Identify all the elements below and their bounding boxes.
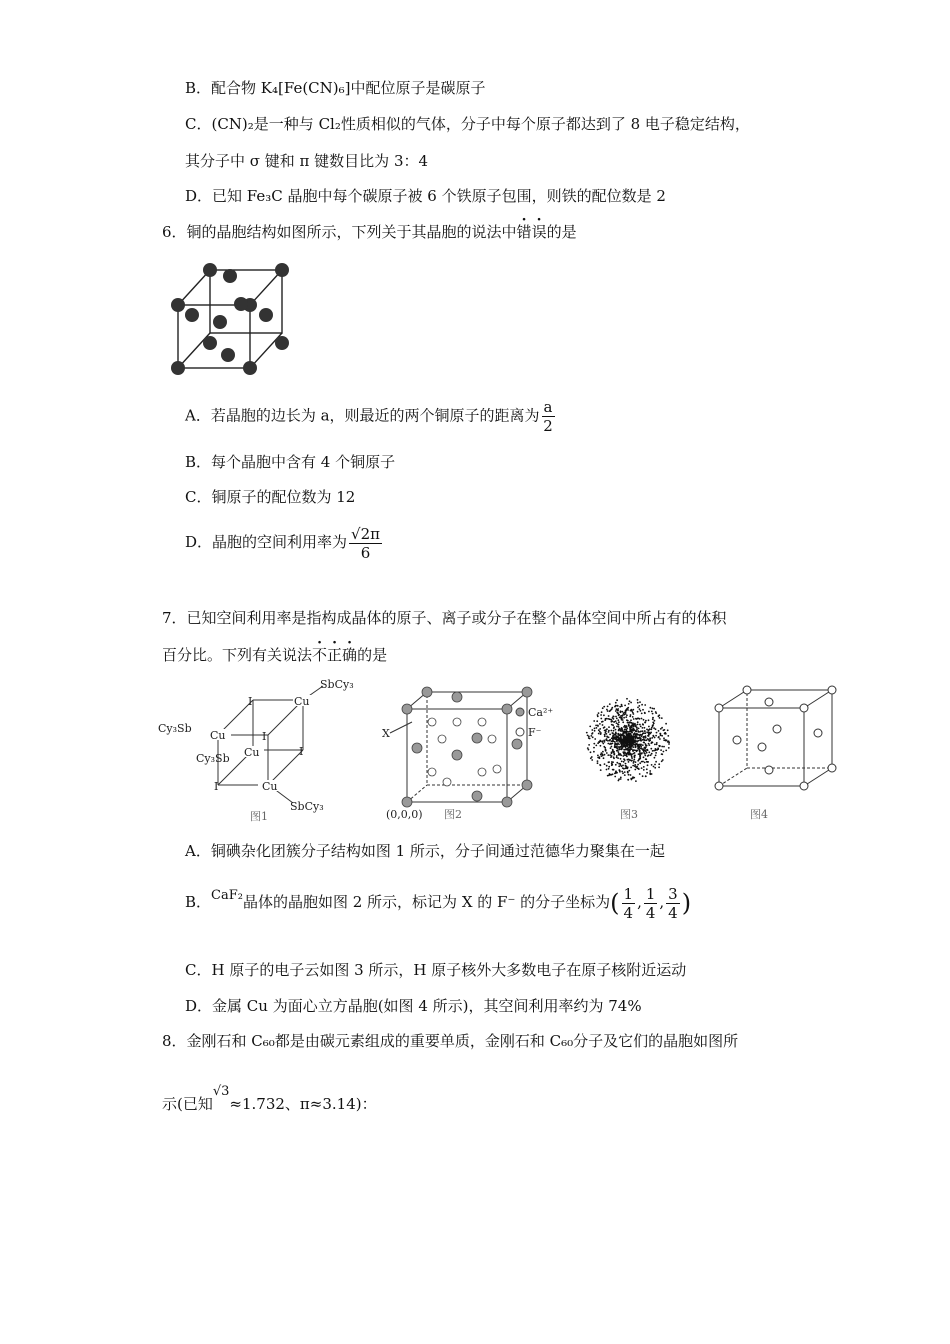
q5-option-b: B．配合物 K₄[Fe(CN)₆]中配位原子是碳原子 — [185, 79, 486, 97]
fig3-caption: 图3 — [620, 808, 638, 821]
fig2-caption: 图2 — [444, 808, 462, 821]
q7-option-b: B．CaF₂晶体的晶胞如图 2 所示，标记为 X 的 F⁻ 的分子坐标为( $\frac{1}{4}$ , $\frac{1}{4}$ , $\frac{3}{4}$ ) — [185, 884, 692, 922]
fig1-label-cy3sb-left: Cy₃Sb — [158, 722, 192, 735]
fraction-a-over-2: $\frac{a}{2}$ — [543, 398, 553, 435]
fig1-label-sbcy3-bottom: SbCy₃ — [290, 800, 324, 813]
fig1-label-i-3: I — [299, 745, 304, 758]
fig1-caption: 图1 — [250, 810, 268, 823]
fig1-label-i-1: I — [248, 695, 253, 708]
fig4-caption: 图4 — [750, 808, 768, 821]
fig1-label-cy3sb-mid: Cy₃Sb — [196, 752, 230, 765]
q8-stem-line2: 示(已知√3≈1.732、π≈3.14)： — [162, 1084, 377, 1113]
q7-option-a: A．铜碘杂化团簇分子结构如图 1 所示，分子间通过范德华力聚集在一起 — [185, 842, 665, 860]
q5-option-c-line2: 其分子中 σ 键和 π 键数目比为 3：4 — [185, 152, 429, 170]
q7-option-d: D．金属 Cu 为面心立方晶胞(如图 4 所示)，其空间利用率约为 74% — [185, 997, 642, 1015]
q7-figure3-electron-cloud — [580, 688, 680, 824]
q5-option-c-line1: C．(CN)₂是一种与 Cl₂性质相似的气体，分子中每个原子都达到了 8 电子稳定结构， — [185, 115, 750, 133]
caf2-formula: CaF₂ — [211, 888, 243, 903]
fig1-label-sbcy3-top: SbCy₃ — [320, 678, 354, 691]
q7-figure4-fcc-cell — [712, 684, 832, 824]
fig1-label-cu-1: Cu — [294, 695, 310, 708]
q6-fcc-unit-cell-figure — [160, 258, 300, 378]
fig2-label-origin: (0,0,0) — [386, 808, 423, 821]
fig1-label-cu-4: Cu — [262, 780, 278, 793]
fraction-sqrt2pi-over-6: $\frac{√2\pi}{6}$ — [351, 524, 380, 562]
fig2-label-x: X — [382, 727, 390, 740]
fig2-legend-ca: Ca²⁺ — [528, 706, 554, 719]
fig1-label-cu-3: Cu — [244, 746, 260, 759]
q7-stem-line2: 百分比。下列有关说法不正确的是 — [162, 646, 388, 664]
q6-option-b: B．每个晶胞中含有 4 个铜原子 — [185, 453, 396, 471]
q6-option-d: D．晶胞的空间利用率为 $\frac{√2\pi}{6}$ — [185, 524, 380, 562]
q7-stem-line1: 7．已知空间利用率是指构成晶体的原子、离子或分子在整个晶体空间中所占有的体积 — [162, 609, 727, 627]
fig1-label-i-2: I — [262, 730, 267, 743]
sqrt3: √3 — [212, 1084, 230, 1099]
q6-option-a: A．若晶胞的边长为 a，则最近的两个铜原子的距离为 $\frac{a}{2}$ — [185, 398, 553, 435]
q6-stem: 6．铜的晶胞结构如图所示，下列关于其晶胞的说法中错误的是 — [162, 223, 577, 241]
q5-option-d: D．已知 Fe₃C 晶胞中每个碳原子被 6 个铁原子包围，则铁的配位数是 2 — [185, 187, 666, 205]
q7-figure1-cluster — [158, 678, 368, 823]
fig2-legend-f: F⁻ — [528, 726, 542, 739]
q7-figure2-caf2-cell — [382, 684, 562, 824]
fig1-label-i-4: I — [214, 780, 219, 793]
fig1-label-cu-2: Cu — [210, 729, 226, 742]
q7-option-c: C．H 原子的电子云如图 3 所示，H 原子核外大多数电子在原子核附近运动 — [185, 961, 687, 979]
q8-stem-line1: 8．金刚石和 C₆₀都是由碳元素组成的重要单质，金刚石和 C₆₀分子及它们的晶胞如图所 — [162, 1032, 739, 1050]
q6-option-c: C．铜原子的配位数为 12 — [185, 488, 356, 506]
